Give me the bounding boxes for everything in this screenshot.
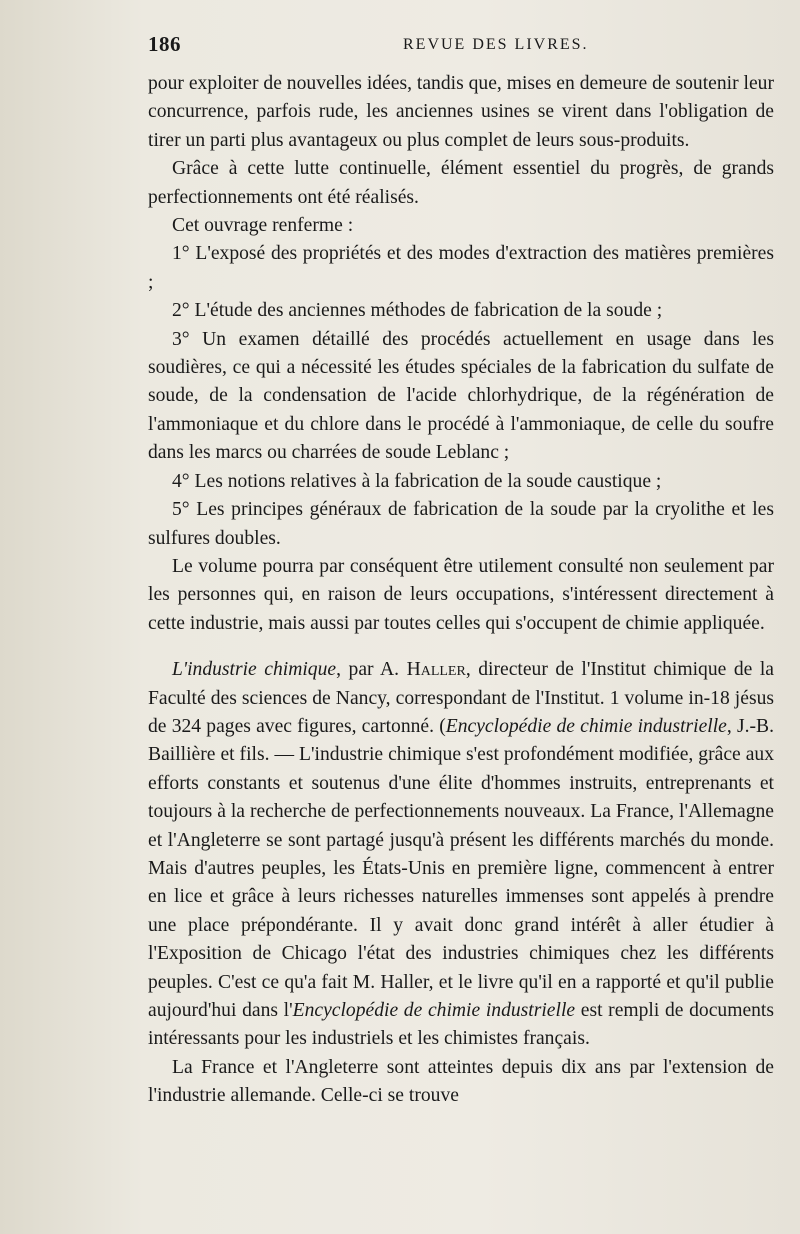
review-paragraph <box>148 656 774 1054</box>
page-number: 186 <box>148 32 181 56</box>
review-text: , directeur de l'Institut chimique de la Faculté des sciences de Nancy, correspondant de l'Institut. 1 volume in-18 jésus de 324 pages avec figures, cartonné. ( <box>148 659 774 737</box>
running-head <box>148 28 774 64</box>
review-text: , J.-B. Baillière et fils. — L'industrie chimique s'est profondément modifiée, grâce aux efforts constants et soutenus d'une élite d'hommes instruits, entreprenants et toujours à la recherche de perfectionnements nouveaux. La France, l'Allemagne et l'Angleterre se sont partagé jusqu'à présent les différents marchés du monde. Mais d'autres peuples, les États-Unis en première ligne, commencent à entrer en lice et grâce à leurs richesses naturelles immenses sont appelés à prendre une place prépondérante. Il y avait donc grand intérêt à aller étudier à l'Exposition de Chicago l'état des industries chimiques chez les différents peuples. C'est ce qu'a fait M. Haller, et le livre qu'il en a rapporté et qu'il publie aujourd'hui dans l' <box>148 715 774 1021</box>
review-paragraph: La France et l'Angleterre sont atteintes depuis dix ans par l'extension de l'industrie allemande. Celle-ci se trouve <box>148 1056 774 1107</box>
author-name: Haller <box>406 659 466 681</box>
series-title: Encyclopédie de chimie industrielle <box>445 715 727 737</box>
series-title: Encyclopédie de chimie industrielle <box>292 1000 576 1021</box>
paragraph: pour exploiter de nouvelles idées, tandis que, mises en demeure de soutenir leur concurrence, parfois rude, les anciennes usines se virent dans l'obligation de tirer un parti plus avantageux ou plus complet de leurs sous-produits. <box>148 73 774 151</box>
running-title: REVUE DES LIVRES. <box>403 36 589 53</box>
paragraph: Cet ouvrage renferme : <box>172 215 354 237</box>
section-gap <box>148 638 774 656</box>
review-text: est rempli de documents intéressants pour les industriels et les chimistes français. <box>148 1000 775 1050</box>
paragraph: Grâce à cette lutte continuelle, élément essentiel du progrès, de grands perfectionnements ont été réalisés. <box>148 158 774 208</box>
list-item: 1° L'exposé des propriétés et des modes d'extraction des matières premières ; <box>148 243 774 293</box>
list-item: 3° Un examen détaillé des procédés actuellement en usage dans les soudières, ce qui a nécessité les études spéciales de la fabrication du sulfate de soude, de la condensation de l'acide chlorhydrique, de la régénération de l'ammoniaque et du chlore dans le procédé à l'ammoniaque, de celle du soufre dans les marcs ou charrées de soude Leblanc ; <box>148 328 774 464</box>
paragraph: Le volume pourra par conséquent être utilement consulté non seulement par les personnes qui, en raison de leurs occupations, s'intéressent directement à cette industrie, mais aussi par toutes celles qui s'occupent de chimie appliquée. <box>148 555 774 634</box>
book-title: L'industrie chimique <box>172 659 337 681</box>
list-item: 2° L'étude des anciennes méthodes de fabrication de la soude ; <box>172 300 663 322</box>
list-item: 4° Les notions relatives à la fabrication de la soude caustique ; <box>172 470 662 492</box>
list-item: 5° Les principes généraux de fabrication de la soude par la cryolithe et les sulfures doubles. <box>148 499 774 549</box>
review-text: , par A. <box>336 659 407 681</box>
body-text <box>148 70 774 1111</box>
